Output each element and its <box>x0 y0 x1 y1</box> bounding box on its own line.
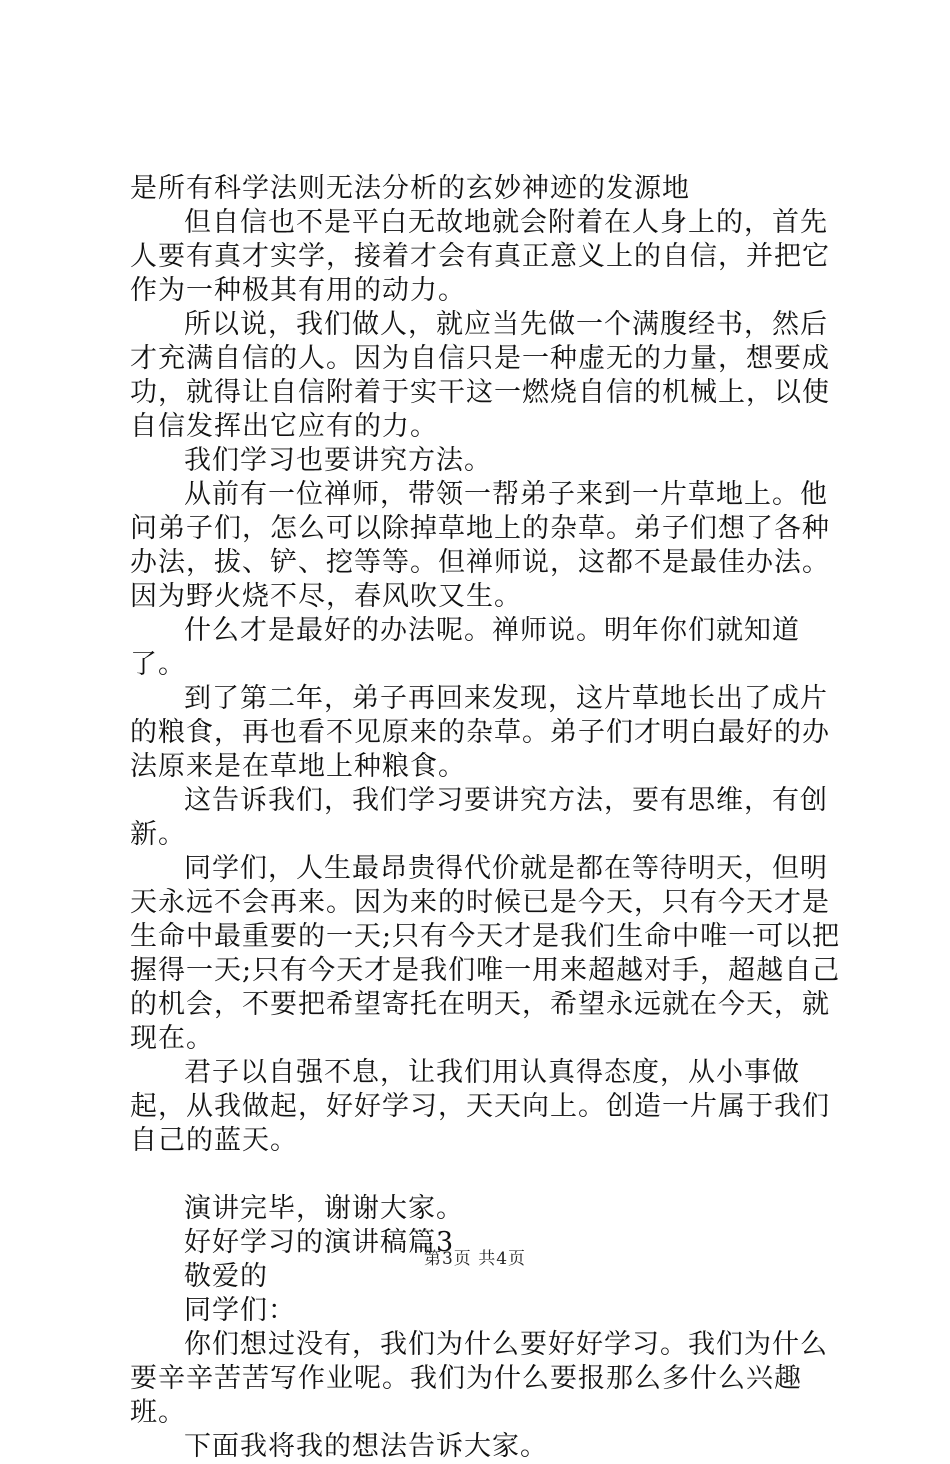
closing-line: 演讲完毕，谢谢大家。 <box>184 1193 464 1224</box>
salutation: 同学们： <box>184 1295 296 1326</box>
section-heading: 好好学习的演讲稿篇3 <box>184 1227 455 1258</box>
paragraph: 但自信也不是平白无故地就会附着在人身上的，首先人要有真才实学，接着才会有真正意义上的自信，并把它作为一种极其有用的动力。 <box>130 207 830 306</box>
paragraph: 所以说，我们做人，就应当先做一个满腹经书，然后才充满自信的人。因为自信只是一种虚无的力量，想要成功，就得让自信附着于实干这一燃烧自信的机械上，以使自信发挥出它应有的力。 <box>130 309 830 442</box>
paragraph: 我们学习也要讲究方法。 <box>184 445 492 476</box>
salutation: 敬爱的 <box>184 1261 268 1292</box>
paragraph: 什么才是最好的办法呢。禅师说。明年你们就知道了。 <box>130 615 800 680</box>
paragraph: 君子以自强不息，让我们用认真得态度，从小事做起，从我做起，好好学习，天天向上。创造一片属于我们自己的蓝天。 <box>130 1057 830 1156</box>
page-number-footer: 第3页 共4页 <box>423 1249 527 1269</box>
paragraph: 同学们，人生最昂贵得代价就是都在等待明天，但明天永远不会再来。因为来的时候已是今天，只有今天才是生命中最重要的一天;只有今天才是我们生命中唯一可以把握得一天;只有今天才是我们唯一用来超越对手，超越自己的机会，不要把希望寄托在明天，希望永远就在今天，就现在。 <box>130 853 841 1054</box>
paragraph: 下面我将我的想法告诉大家。 <box>184 1431 548 1462</box>
document-body <box>130 172 846 1464</box>
paragraph: 这告诉我们，我们学习要讲究方法，要有思维，有创新。 <box>130 785 828 850</box>
blank-line <box>130 1158 846 1192</box>
paragraph: 是所有科学法则无法分析的玄妙神迹的发源地 <box>130 173 690 204</box>
paragraph: 到了第二年，弟子再回来发现，这片草地长出了成片的粮食，再也看不见原来的杂草。弟子们才明白最好的办法原来是在草地上种粮食。 <box>130 683 830 782</box>
paragraph: 你们想过没有，我们为什么要好好学习。我们为什么要辛辛苦苦写作业呢。我们为什么要报那么多什么兴趣班。 <box>130 1329 828 1428</box>
paragraph: 从前有一位禅师，带领一帮弟子来到一片草地上。他问弟子们，怎么可以除掉草地上的杂草。弟子们想了各种办法，拔、铲、挖等等。但禅师说，这都不是最佳办法。因为野火烧不尽，春风吹又生。 <box>130 479 830 612</box>
